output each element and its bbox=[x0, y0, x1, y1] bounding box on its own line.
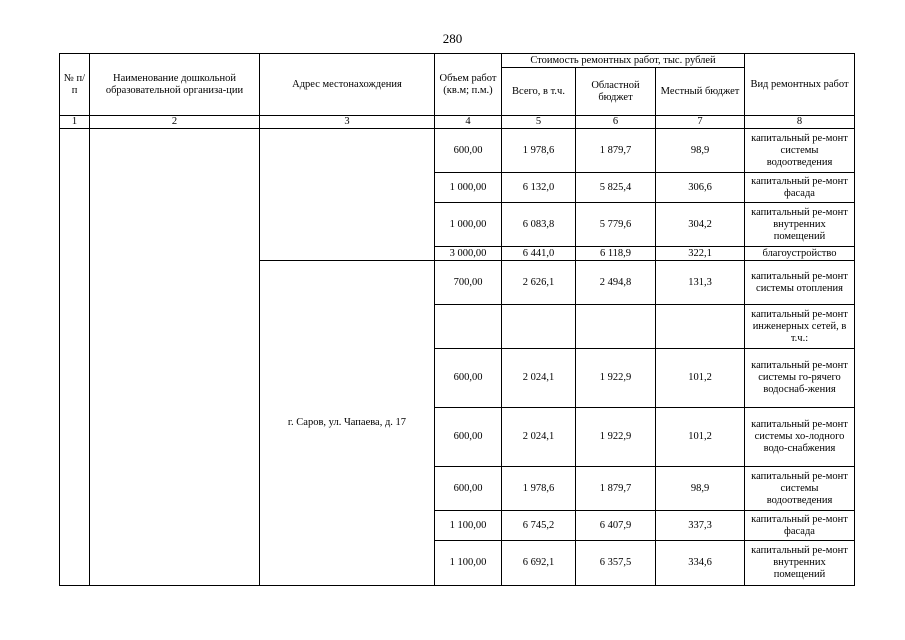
type-cell: капитальный ре-монт внутренних помещений bbox=[745, 541, 855, 586]
total-cell: 2 024,1 bbox=[502, 349, 576, 408]
local-cell: 101,2 bbox=[656, 349, 745, 408]
regional-cell: 1 879,7 bbox=[576, 129, 656, 173]
local-cell: 306,6 bbox=[656, 173, 745, 203]
column-number: 5 bbox=[502, 116, 576, 129]
type-cell: благоустройство bbox=[745, 247, 855, 261]
header-cost-group: Стоимость ремонтных работ, тыс. рублей bbox=[502, 54, 745, 68]
type-cell: капитальный ре-монт системы хо-лодного водо-снабжения bbox=[745, 408, 855, 467]
volume-cell: 1 100,00 bbox=[435, 511, 502, 541]
type-cell: капитальный ре-монт системы отопления bbox=[745, 261, 855, 305]
volume-cell: 1 000,00 bbox=[435, 203, 502, 247]
regional-cell: 6 118,9 bbox=[576, 247, 656, 261]
local-cell: 322,1 bbox=[656, 247, 745, 261]
header-address: Адрес местонахождения bbox=[260, 54, 435, 116]
table-row bbox=[60, 129, 855, 173]
local-cell: 304,2 bbox=[656, 203, 745, 247]
regional-cell: 2 494,8 bbox=[576, 261, 656, 305]
header-total: Всего, в т.ч. bbox=[502, 68, 576, 116]
type-cell: капитальный ре-монт внутренних помещений bbox=[745, 203, 855, 247]
column-number: 6 bbox=[576, 116, 656, 129]
column-number: 2 bbox=[90, 116, 260, 129]
local-cell: 337,3 bbox=[656, 511, 745, 541]
regional-cell: 1 879,7 bbox=[576, 467, 656, 511]
name-cell bbox=[90, 129, 260, 586]
type-cell: капитальный ре-монт инженерных сетей, в т.ч.: bbox=[745, 305, 855, 349]
local-cell: 131,3 bbox=[656, 261, 745, 305]
regional-cell: 6 357,5 bbox=[576, 541, 656, 586]
total-cell: 1 978,6 bbox=[502, 129, 576, 173]
header-regional: Областной бюджет bbox=[576, 68, 656, 116]
header-local: Местный бюджет bbox=[656, 68, 745, 116]
total-cell: 6 083,8 bbox=[502, 203, 576, 247]
volume-cell: 600,00 bbox=[435, 129, 502, 173]
type-cell: капитальный ре-монт системы водоотведения bbox=[745, 467, 855, 511]
column-number: 3 bbox=[260, 116, 435, 129]
volume-cell: 1 000,00 bbox=[435, 173, 502, 203]
column-number: 7 bbox=[656, 116, 745, 129]
local-cell: 334,6 bbox=[656, 541, 745, 586]
volume-cell: 600,00 bbox=[435, 467, 502, 511]
type-cell: капитальный ре-монт системы го-рячего водоснаб-жения bbox=[745, 349, 855, 408]
total-cell: 1 978,6 bbox=[502, 467, 576, 511]
address-cell: г. Саров, ул. Чапаева, д. 17 bbox=[260, 261, 435, 586]
total-cell bbox=[502, 305, 576, 349]
num-cell bbox=[60, 129, 90, 586]
total-cell: 6 441,0 bbox=[502, 247, 576, 261]
volume-cell: 600,00 bbox=[435, 408, 502, 467]
regional-cell: 5 779,6 bbox=[576, 203, 656, 247]
total-cell: 2 024,1 bbox=[502, 408, 576, 467]
local-cell: 101,2 bbox=[656, 408, 745, 467]
local-cell: 98,9 bbox=[656, 129, 745, 173]
volume-cell: 3 000,00 bbox=[435, 247, 502, 261]
volume-cell: 1 100,00 bbox=[435, 541, 502, 586]
type-cell: капитальный ре-монт фасада bbox=[745, 511, 855, 541]
volume-cell bbox=[435, 305, 502, 349]
total-cell: 6 692,1 bbox=[502, 541, 576, 586]
regional-cell bbox=[576, 305, 656, 349]
repair-works-table bbox=[59, 53, 855, 586]
regional-cell: 6 407,9 bbox=[576, 511, 656, 541]
regional-cell: 5 825,4 bbox=[576, 173, 656, 203]
header-type: Вид ремонтных работ bbox=[745, 54, 855, 116]
type-cell: капитальный ре-монт фасада bbox=[745, 173, 855, 203]
header-volume: Объем работ (кв.м; п.м.) bbox=[435, 54, 502, 116]
regional-cell: 1 922,9 bbox=[576, 408, 656, 467]
column-number: 8 bbox=[745, 116, 855, 129]
header-name: Наименование дошкольной образовательной организа-ции bbox=[90, 54, 260, 116]
total-cell: 6 745,2 bbox=[502, 511, 576, 541]
local-cell: 98,9 bbox=[656, 467, 745, 511]
total-cell: 6 132,0 bbox=[502, 173, 576, 203]
volume-cell: 600,00 bbox=[435, 349, 502, 408]
regional-cell: 1 922,9 bbox=[576, 349, 656, 408]
total-cell: 2 626,1 bbox=[502, 261, 576, 305]
volume-cell: 700,00 bbox=[435, 261, 502, 305]
address-cell bbox=[260, 129, 435, 261]
column-number: 4 bbox=[435, 116, 502, 129]
header-num: № п/п bbox=[60, 54, 90, 116]
type-cell: капитальный ре-монт системы водоотведения bbox=[745, 129, 855, 173]
local-cell bbox=[656, 305, 745, 349]
column-number: 1 bbox=[60, 116, 90, 129]
page-number: 280 bbox=[442, 31, 463, 46]
